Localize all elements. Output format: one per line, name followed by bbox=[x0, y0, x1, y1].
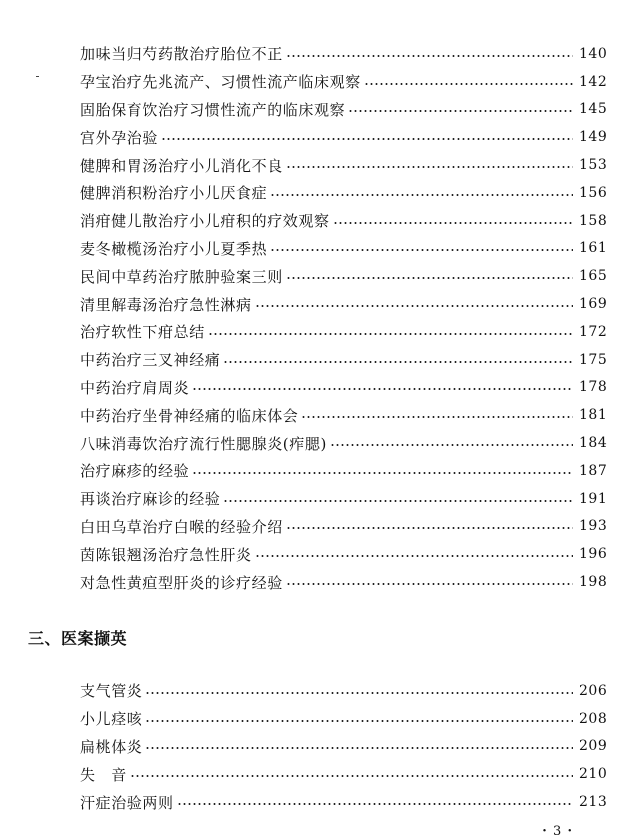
toc-entry-title: 中药治疗三叉神经痛 bbox=[80, 351, 221, 370]
toc-entry-title: 中药治疗肩周炎 bbox=[80, 378, 190, 397]
dot-leader bbox=[286, 166, 573, 168]
toc-entry-title: 支气管炎 bbox=[80, 682, 143, 701]
toc-entry-page: 178 bbox=[579, 379, 608, 396]
toc-entry bbox=[0, 40, 617, 68]
toc-entry-title: 加味当归芍药散治疗胎位不正 bbox=[80, 45, 283, 64]
toc-entry-title: 孕宝治疗先兆流产、习惯性流产临床观察 bbox=[80, 73, 361, 92]
dot-leader bbox=[145, 747, 573, 749]
page-number-footer: ・3・ bbox=[538, 824, 579, 839]
dot-leader bbox=[223, 500, 573, 502]
toc-entry-title: 宫外孕治验 bbox=[80, 128, 159, 147]
toc-entry-page: 193 bbox=[579, 518, 608, 535]
toc-entry-title: 消疳健儿散治疗小儿疳积的疗效观察 bbox=[80, 212, 330, 231]
toc-entry-page: 208 bbox=[579, 710, 608, 727]
dot-leader bbox=[161, 138, 573, 140]
toc-entry bbox=[0, 262, 617, 290]
toc-entry-title: 汗症治验两则 bbox=[80, 793, 174, 812]
toc-entry-page: 149 bbox=[579, 129, 608, 146]
toc-entry bbox=[0, 568, 617, 596]
toc-entry-title: 小儿痉咳 bbox=[80, 710, 143, 729]
dot-leader bbox=[348, 110, 573, 112]
dot-leader bbox=[270, 194, 573, 196]
toc-entry-title: 八味消毒饮治疗流行性腮腺炎(痄腮) bbox=[80, 434, 327, 453]
toc-entry bbox=[0, 513, 617, 541]
toc-entry-title: 中药治疗坐骨神经痛的临床体会 bbox=[80, 406, 299, 425]
dot-leader bbox=[145, 692, 573, 694]
toc-entry bbox=[0, 429, 617, 457]
toc-entry-title: 健脾消积粉治疗小儿厌食症 bbox=[80, 184, 268, 203]
toc-entry bbox=[0, 318, 617, 346]
toc-entry bbox=[0, 290, 617, 318]
dot-leader bbox=[286, 583, 573, 585]
toc-entry bbox=[0, 705, 617, 733]
toc-entry bbox=[0, 457, 617, 485]
toc-entry-page: 175 bbox=[579, 351, 608, 368]
dot-leader bbox=[333, 222, 573, 224]
toc-entry-title: 治疗麻疹的经验 bbox=[80, 462, 190, 481]
dot-leader bbox=[208, 333, 573, 335]
dot-leader bbox=[286, 55, 573, 57]
toc-entry-title: 民间中草药治疗脓肿验案三则 bbox=[80, 267, 283, 286]
toc-entry-title: 治疗软性下疳总结 bbox=[80, 323, 205, 342]
dot-leader bbox=[286, 277, 573, 279]
dot-leader bbox=[255, 305, 573, 307]
section-heading: 三、医案撷英 bbox=[28, 629, 128, 648]
dot-leader bbox=[145, 720, 573, 722]
toc-entry-page: 187 bbox=[579, 462, 608, 479]
toc-entry-page: 161 bbox=[579, 240, 608, 257]
toc-entry-page: 153 bbox=[579, 157, 608, 174]
toc-entry-page: 142 bbox=[579, 73, 608, 90]
toc-entry bbox=[0, 96, 617, 124]
toc-entry bbox=[0, 151, 617, 179]
toc-entry bbox=[0, 677, 617, 705]
toc-entry-page: 213 bbox=[579, 794, 608, 811]
toc-entry-page: 191 bbox=[579, 490, 608, 507]
dot-leader bbox=[286, 527, 573, 529]
toc-entry bbox=[0, 485, 617, 513]
toc-entry-title: 固胎保育饮治疗习惯性流产的临床观察 bbox=[80, 100, 346, 119]
toc-entry-title: 扁桃体炎 bbox=[80, 737, 143, 756]
toc-entry-title: 再谈治疗麻诊的经验 bbox=[80, 490, 221, 509]
toc-entry-page: 172 bbox=[579, 323, 608, 340]
toc-entry bbox=[0, 207, 617, 235]
toc-entry-page: 158 bbox=[579, 212, 608, 229]
toc-entry bbox=[0, 733, 617, 761]
toc-entry bbox=[0, 760, 617, 788]
toc-entry-page: 156 bbox=[579, 184, 608, 201]
toc-entry bbox=[0, 540, 617, 568]
dot-leader bbox=[255, 555, 573, 557]
toc-entry-title: 健脾和胃汤治疗小儿消化不良 bbox=[80, 156, 283, 175]
toc-entry-title: 白田乌草治疗白喉的经验介绍 bbox=[80, 517, 283, 536]
dot-leader bbox=[330, 444, 573, 446]
toc-entry bbox=[0, 235, 617, 263]
toc-list-bottom bbox=[0, 677, 617, 816]
toc-entry-page: 140 bbox=[579, 45, 608, 62]
toc-entry-page: 165 bbox=[579, 268, 608, 285]
toc-entry-page: 196 bbox=[579, 546, 608, 563]
toc-entry bbox=[0, 123, 617, 151]
toc-entry-page: 198 bbox=[579, 574, 608, 591]
toc-entry-page: 181 bbox=[579, 407, 608, 424]
dot-leader bbox=[130, 775, 573, 777]
toc-entry bbox=[0, 346, 617, 374]
toc-entry-page: 210 bbox=[579, 766, 608, 783]
toc-entry-title: 对急性黄疸型肝炎的诊疗经验 bbox=[80, 573, 283, 592]
toc-entry-page: 169 bbox=[579, 296, 608, 313]
toc-list-top bbox=[0, 40, 617, 596]
toc-entry-page: 206 bbox=[579, 682, 608, 699]
toc-entry bbox=[0, 179, 617, 207]
toc-entry-title: 茵陈银翘汤治疗急性肝炎 bbox=[80, 545, 252, 564]
dot-leader bbox=[301, 416, 573, 418]
toc-entry-page: 209 bbox=[579, 738, 608, 755]
toc-entry bbox=[0, 374, 617, 402]
dot-leader bbox=[270, 249, 573, 251]
toc-entry-title: 清里解毒汤治疗急性淋病 bbox=[80, 295, 252, 314]
toc-entry-title: 失 音 bbox=[80, 765, 127, 784]
dot-leader bbox=[192, 472, 573, 474]
toc-entry-page: 184 bbox=[579, 435, 608, 452]
dot-leader bbox=[192, 388, 573, 390]
toc-entry bbox=[0, 401, 617, 429]
toc-entry bbox=[0, 788, 617, 816]
dot-leader bbox=[223, 361, 573, 363]
dot-leader bbox=[177, 803, 573, 805]
toc-entry bbox=[0, 68, 617, 96]
toc-entry-page: 145 bbox=[579, 101, 608, 118]
toc-entry-title: 麦冬橄榄汤治疗小儿夏季热 bbox=[80, 239, 268, 258]
dot-leader bbox=[364, 83, 573, 85]
